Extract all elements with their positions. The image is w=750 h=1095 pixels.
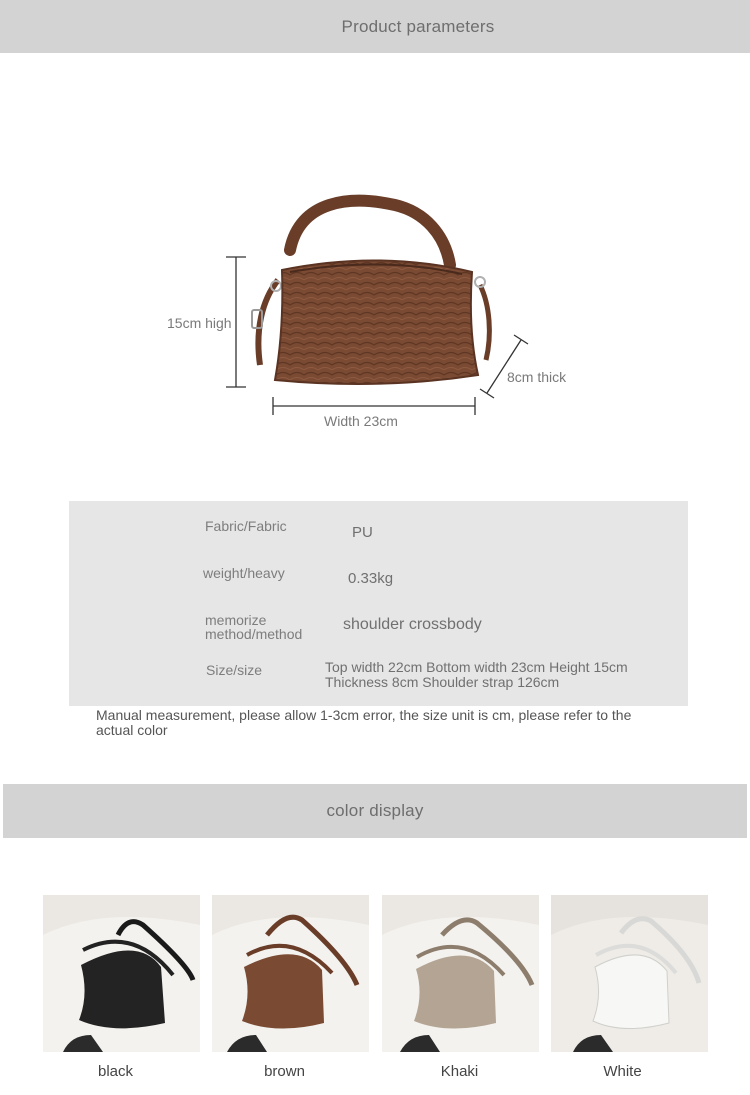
color-label-black: black (97, 1063, 134, 1080)
color-swatch-black[interactable] (43, 895, 200, 1052)
height-label: 15cm high (167, 315, 232, 331)
color-swatch-brown[interactable] (212, 895, 369, 1052)
color-label-brown: brown (264, 1063, 305, 1080)
color-swatch-khaki[interactable] (382, 895, 539, 1052)
color-swatch-white[interactable] (551, 895, 708, 1052)
color-label-khaki: Khaki (440, 1063, 479, 1080)
param-label-size: Size/size (206, 662, 263, 678)
param-label-fabric: Fabric/Fabric (205, 518, 287, 534)
width-label: Width 23cm (324, 413, 398, 429)
param-label-method: memorize method/method (205, 612, 303, 642)
section-title: Product parameters (341, 16, 495, 36)
parameters-table (69, 501, 688, 706)
color-label-white: White (603, 1063, 642, 1080)
param-label-weight: weight/heavy (203, 565, 285, 581)
section-title: color display (326, 801, 424, 820)
product-dimension-diagram (150, 190, 590, 450)
param-value-size: Top width 22cm Bottom width 23cm Height 15cm Thickness 8cm Shoulder strap 126cm (325, 659, 628, 690)
measurement-note: Manual measurement, please allow 1-3cm error, the size unit is cm, please refer to the actual color (96, 707, 632, 738)
param-value-fabric: PU (352, 524, 373, 541)
param-value-method: shoulder crossbody (343, 616, 482, 633)
thickness-label: 8cm thick (507, 369, 567, 385)
section-header-product-parameters (0, 0, 750, 53)
param-value-weight: 0.33kg (348, 570, 394, 587)
section-header-color-display (3, 784, 747, 838)
